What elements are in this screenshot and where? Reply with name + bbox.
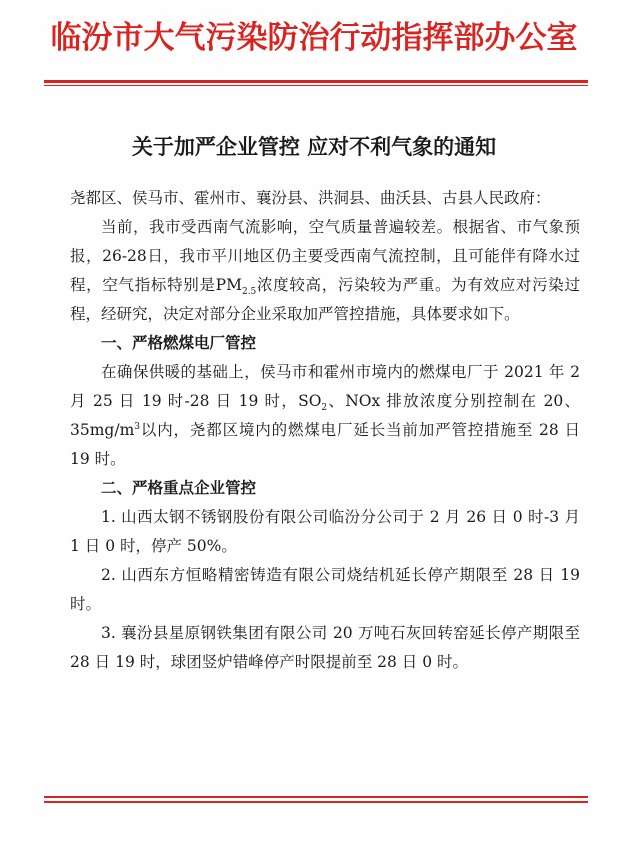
document-body [70, 184, 580, 677]
intro-text-1: 当前，我市受西南气流影响，空气质量普遍较差。根据省、市气象预报，26-28日，我市平川地区仍主要受西南气流控制，且可能伴有降水过程，空气指标特别是 [70, 218, 580, 294]
list-item: 3. 襄汾县星原钢铁集团有限公司 20 万吨石灰回转窑延长停产期限至 28 日 19 时，球团竖炉错峰停产时限提前至 28 日 0 时。 [70, 624, 580, 671]
document-title: 关于加严企业管控 应对不利气象的通知 [131, 134, 497, 159]
section-1-text-2: 、NOx 排放浓度分别控制在 20、35mg/m [70, 392, 580, 439]
m3-superscript: 3 [134, 421, 140, 432]
list-item: 2. 山西东方恒略精密铸造有限公司烧结机延长停产期限至 28 日 19 时。 [70, 566, 580, 613]
pm-label: PM [215, 276, 242, 294]
intro-text-2: 浓度较高，污染较为严重。为有效应对污染过程，经研究，决定对部分企业采取加严管控措施，具体要求如下。 [70, 276, 580, 323]
section-1-heading: 一、严格燃煤电厂管控 [101, 334, 257, 352]
so2-subscript: 2 [321, 403, 328, 414]
letterhead-rule-thin [44, 85, 588, 86]
section-1-text-3: 以内，尧都区境内的燃煤电厂延长当前加严管控措施至 28 日 19 时。 [70, 421, 580, 468]
list-item: 1. 山西太钢不锈钢股份有限公司临汾分公司于 2 月 26 日 0 时-3 月 1 日 0 时，停产 50%。 [70, 508, 580, 555]
footer-rule-bottom [44, 801, 588, 803]
footer-rule-top [44, 796, 588, 798]
intro-paragraph [70, 213, 580, 329]
addressee: 尧都区、侯马市、霍州市、襄汾县、洪洞县、曲沃县、古县人民政府： [70, 189, 551, 207]
section-2-heading: 二、严格重点企业管控 [101, 479, 257, 497]
letterhead-rule-thick [44, 80, 588, 83]
office-letterhead-title: 临汾市大气污染防治行动指挥部办公室 [50, 20, 578, 56]
section-1-text-1: 在确保供暖的基础上，侯马市和霍州市境内的燃煤电厂于 2021 年 2 月 25 日 19 时-28 日 19 时，SO [70, 363, 580, 410]
section-1-paragraph [70, 358, 580, 474]
pm-subscript: 2.5 [241, 287, 257, 298]
